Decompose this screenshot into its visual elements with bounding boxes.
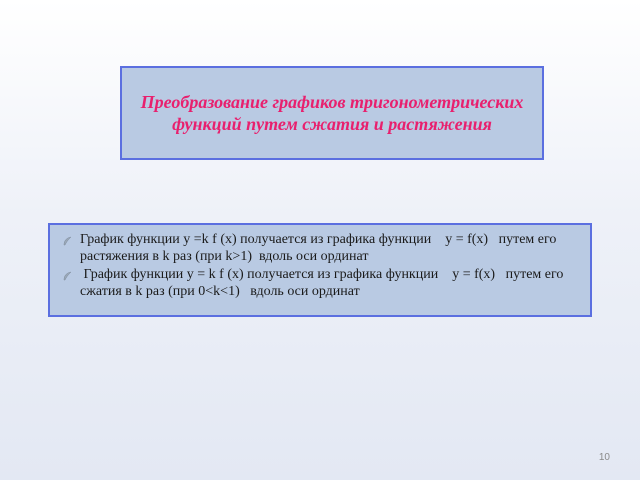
leaf-bullet-icon: [62, 234, 72, 244]
slide-number: 10: [598, 452, 610, 463]
title-box: [120, 66, 544, 160]
leaf-bullet-icon: [62, 269, 72, 279]
slide-title: Преобразование графиков тригонометрических функций путем сжатия и растяжения: [140, 92, 524, 134]
content-box: [48, 223, 592, 317]
list-item: [62, 231, 582, 265]
bullet-text: График функции y = k f (x) получается из графика функции y = f(x) путем его сжатия в k раз (при 0<k<1) вдоль оси ординат: [80, 267, 567, 299]
list-item: [62, 266, 582, 300]
bullet-list: [62, 231, 582, 300]
bullet-text: График функции y =k f (x) получается из графика функции y = f(x) путем его растяжения в k раз (при k>1) вдоль оси ординат: [80, 232, 560, 264]
